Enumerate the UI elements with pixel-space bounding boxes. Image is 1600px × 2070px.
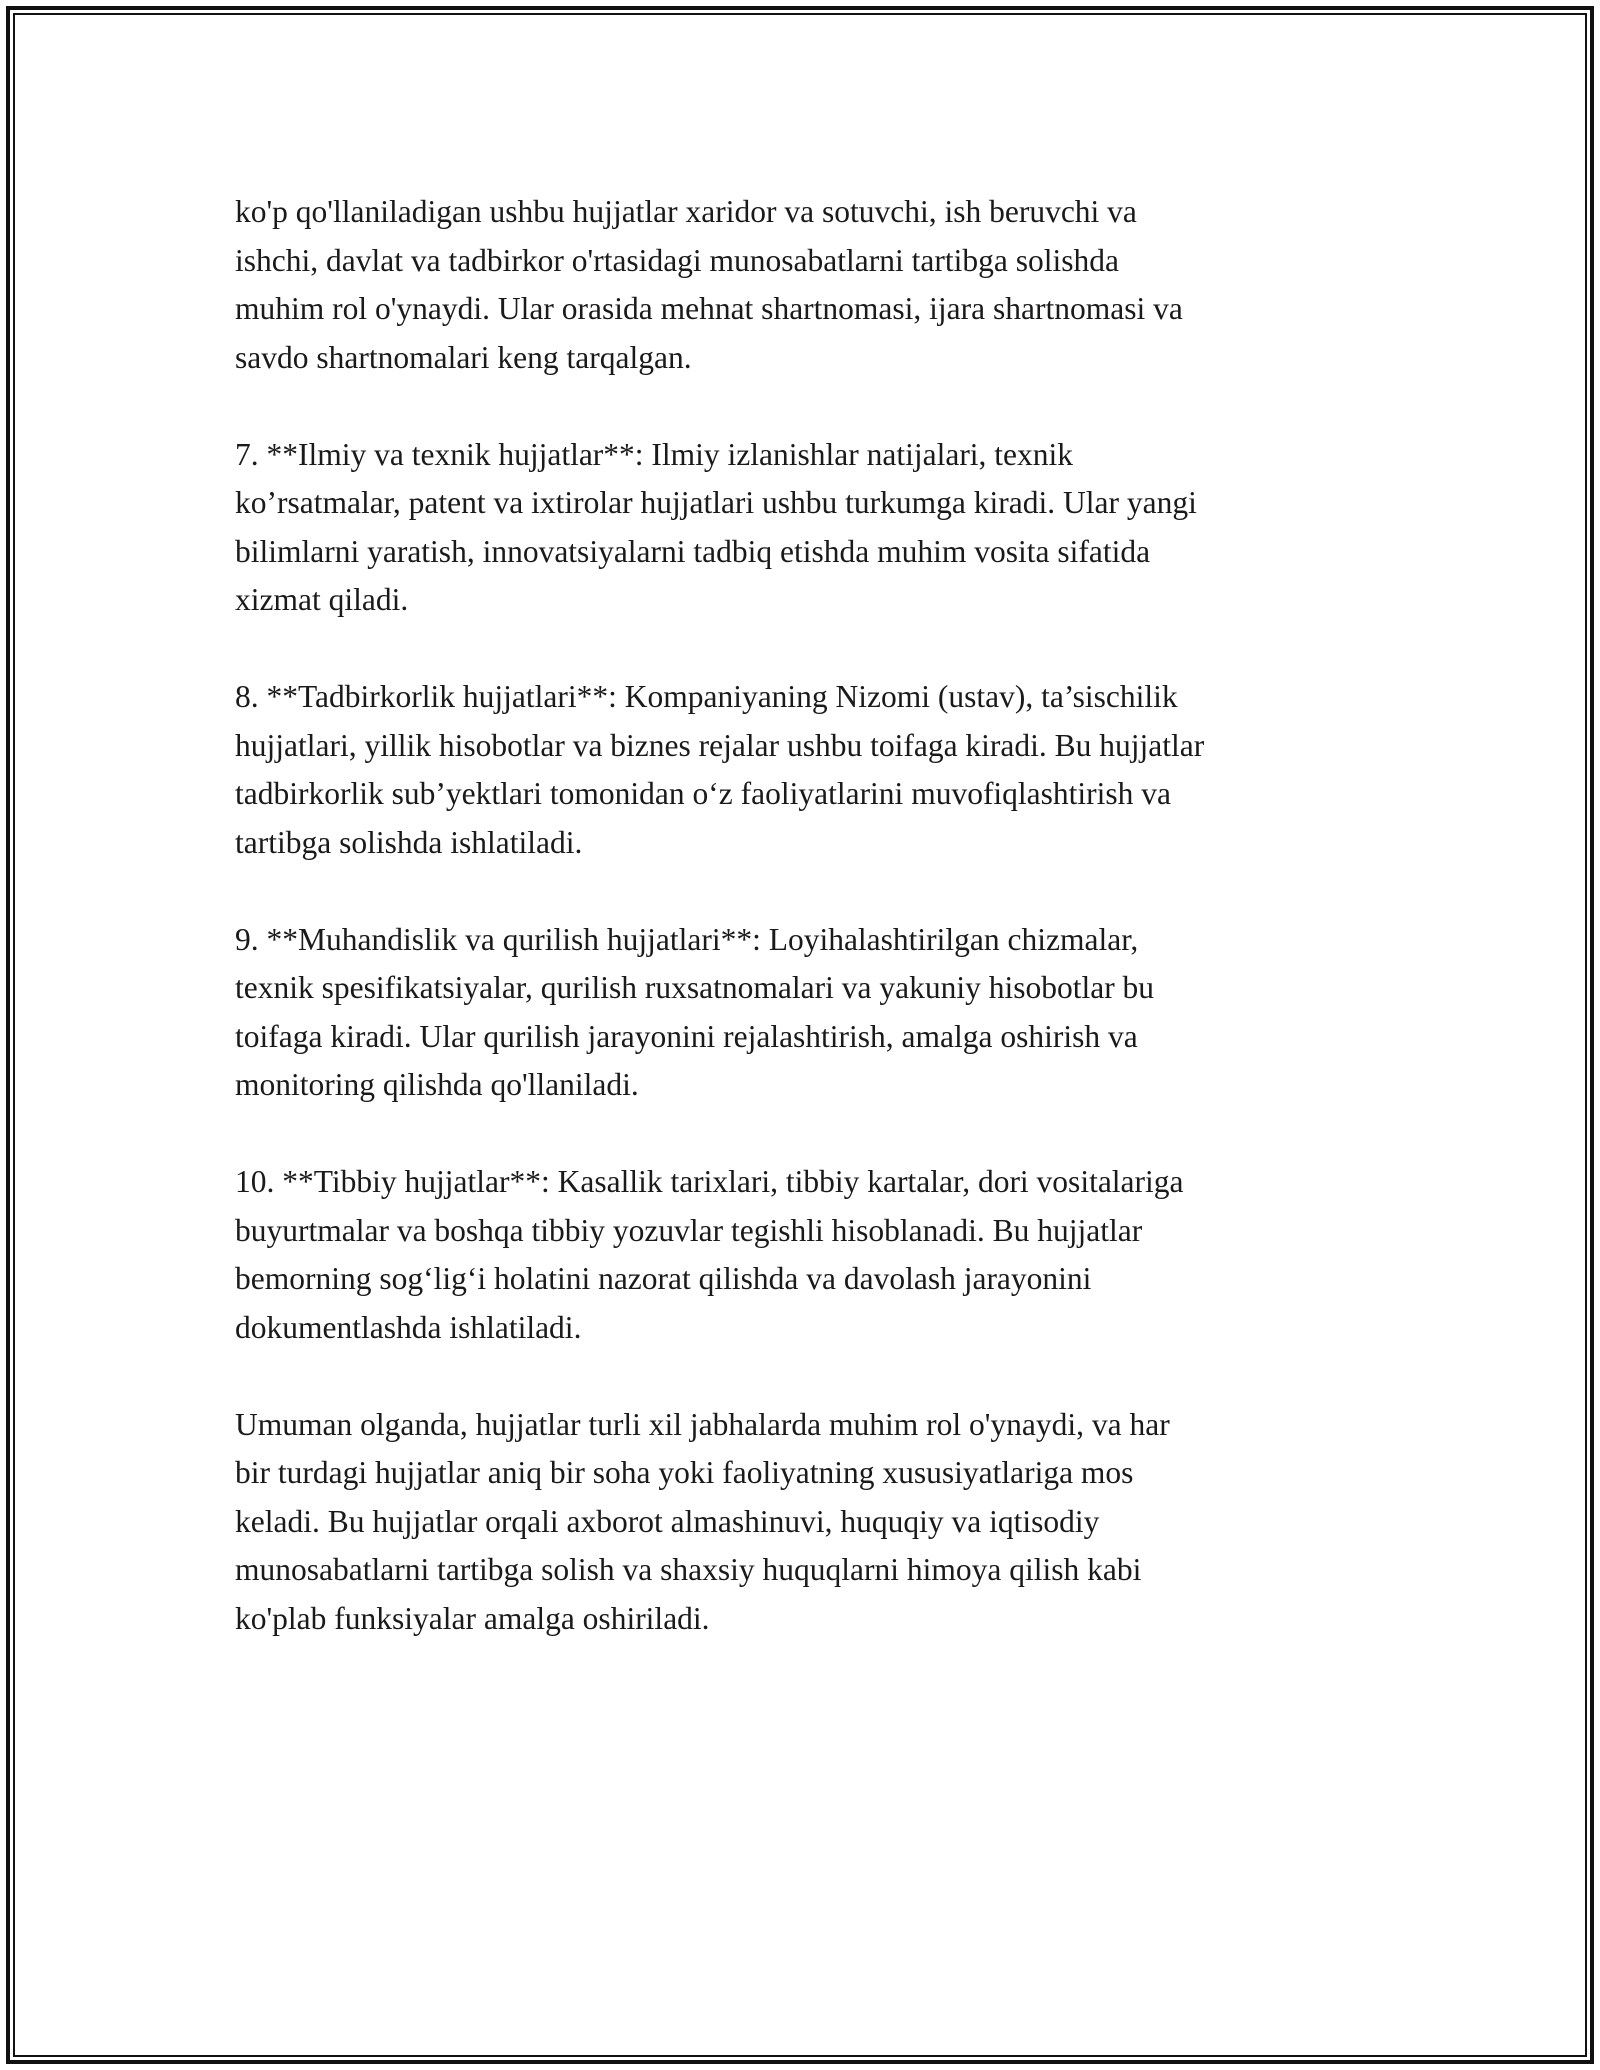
paragraph-business: 8. **Tadbirkorlik hujjatlari**: Kompaniyaning Nizomi (ustav), ta’sischilik hujjatlari, yillik hisobotlar va biznes rejalar ushbu toifaga kiradi. Bu hujjatlar tadbirkorlik sub’yektlari tomonidan o‘z faoliyatlarini muvofiqlashtirish va tartibga solishda ishlatiladi. <box>235 679 1205 860</box>
paragraph-medical: 10. **Tibbiy hujjatlar**: Kasallik tarixlari, tibbiy kartalar, dori vositalariga buyurtmalar va boshqa tibbiy yozuvlar tegishli hisoblanadi. Bu hujjatlar bemorning sog‘lig‘i holatini nazorat qilishda va davolash jarayonini dokumentlashda ishlatiladi. <box>235 1164 1184 1345</box>
paragraph-engineering-construction: 9. **Muhandislik va qurilish hujjatlari**: Loyihalashtirilgan chizmalar, texnik spesifikatsiyalar, qurilish ruxsatnomalari va yakuniy hisobotlar bu toifaga kiradi. Ular qurilish jarayonini rejalashtirish, amalga oshirish va monitoring qilishda qo'llaniladi. <box>235 921 1155 1102</box>
paragraph-intro: ko'p qo'llaniladigan ushbu hujjatlar xaridor va sotuvchi, ish beruvchi va ishchi, davlat va tadbirkor o'rtasidagi munosabatlarni tartibga solishda muhim rol o'ynaydi. Ular orasida mehnat shartnomasi, ijara shartnomasi va savdo shartnomalari keng tarqalgan. <box>235 194 1183 375</box>
paragraph-scientific-technical: 7. **Ilmiy va texnik hujjatlar**: Ilmiy izlanishlar natijalari, texnik ko’rsatmalar, patent va ixtirolar hujjatlari ushbu turkumga kiradi. Ular yangi bilimlarni yaratish, innovatsiyalarni tadbiq etishda muhim vosita sifatida xizmat qiladi. <box>235 436 1197 617</box>
paragraph-conclusion: Umuman olganda, hujjatlar turli xil jabhalarda muhim rol o'ynaydi, va har bir turdagi hujjatlar aniq bir soha yoki faoliyatning xususiyatlariga mos keladi. Bu hujjatlar orqali axborot almashinuvi, huquqiy va iqtisodiy munosabatlarni tartibga solish va shaxsiy huquqlarni himoya qilish kabi ko'plab funksiyalar amalga oshiriladi. <box>235 1406 1170 1636</box>
document-body <box>235 188 1375 1692</box>
